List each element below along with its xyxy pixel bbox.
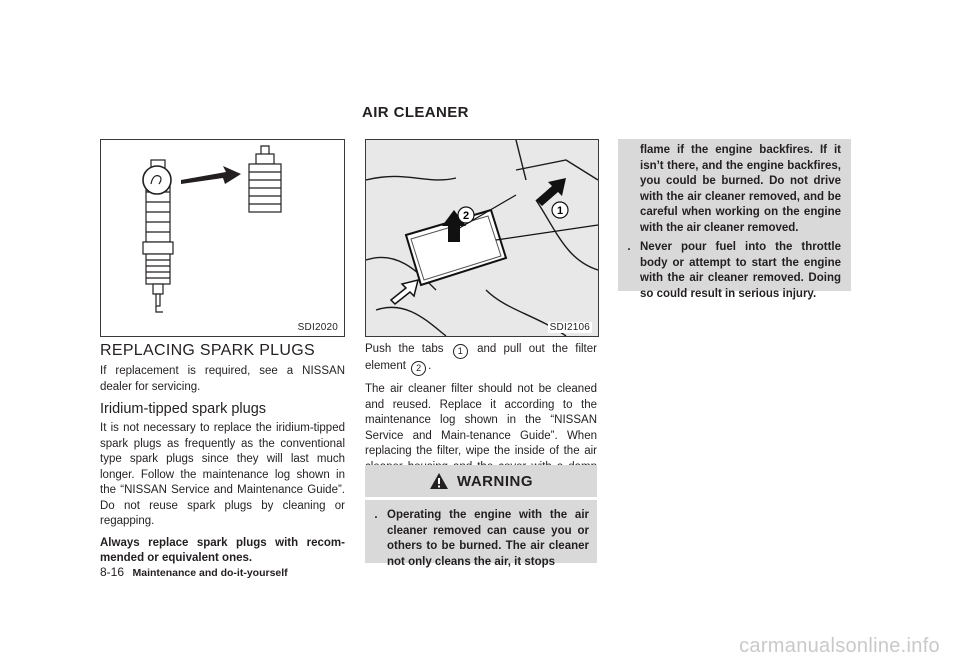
- warning-item-continued: flame if the engine backfires. If it isn’t there, and the engine backfires, you could be burned. Do not drive with the air cleaner removed, and be careful when working on the engine with the air cleaner removed.: [640, 144, 841, 234]
- warning-title: WARNING: [457, 472, 533, 490]
- heading-replacing-spark-plugs: REPLACING SPARK PLUGS: [100, 342, 315, 359]
- spark-plug-figure: [100, 139, 345, 337]
- warning-header: [365, 465, 597, 497]
- air-cleaner-figure: [365, 139, 599, 337]
- warning-continued: [618, 139, 851, 300]
- section-title-air-cleaner: AIR CLEANER: [362, 104, 469, 121]
- watermark: carmanualsonline.info: [739, 635, 940, 657]
- warning-triangle-icon: [429, 472, 449, 490]
- warning-item: . Operating the engine with the air cleaner removed can cause you or others to be burned. The air cleaner not only cleans the air, it stops: [374, 509, 589, 568]
- spark-plug-illustration: [101, 140, 344, 336]
- page-footer: [100, 563, 288, 581]
- spark-plugs-section: [100, 342, 345, 567]
- warning-body: [365, 500, 597, 568]
- page-number: 8-16: [100, 565, 125, 579]
- warning-box: [365, 465, 597, 568]
- tab-number-circle: 1: [453, 344, 468, 359]
- spark-intro: If replacement is required, see a NISSAN dealer for servicing.: [100, 365, 345, 393]
- figure-label: SDI2020: [297, 322, 338, 333]
- callout-1: 1: [556, 205, 564, 217]
- subheading-iridium: Iridium-tipped spark plugs: [100, 401, 267, 417]
- air-cleaner-body: The air cleaner filter should not be cleaned and reused. Replace it according to the maintenance log shown in the “NISSAN Service and Main-tenance Guide”. When replacing the filter, wipe the inside of the air: [365, 383, 597, 457]
- callout-2: 2: [462, 210, 470, 222]
- chapter-title: Maintenance and do-it-yourself: [132, 567, 288, 579]
- element-number-circle: 2: [411, 361, 426, 376]
- iridium-body: It is not necessary to replace the iridium-tipped spark plugs as frequently as the conventional type spark plugs since they will last much longer. Follow the maintenance log shown in the “NISSAN Service and Maintenance Guide”. Do not reuse spark plugs by cleaning or regapping.: [100, 422, 345, 527]
- spark-bold-note: Always replace spark plugs with recom-mended or equivalent ones.: [100, 536, 345, 564]
- warning-item: . Never pour fuel into the throttle body or attempt to start the engine with the air cleaner removed. Doing so could result in serious injury.: [627, 241, 841, 300]
- push-tabs-text: Push the tabs 1 and pull out the filter element 2 .: [365, 342, 597, 376]
- air-cleaner-illustration: [366, 140, 598, 336]
- figure-label: SDI2106: [549, 322, 590, 333]
